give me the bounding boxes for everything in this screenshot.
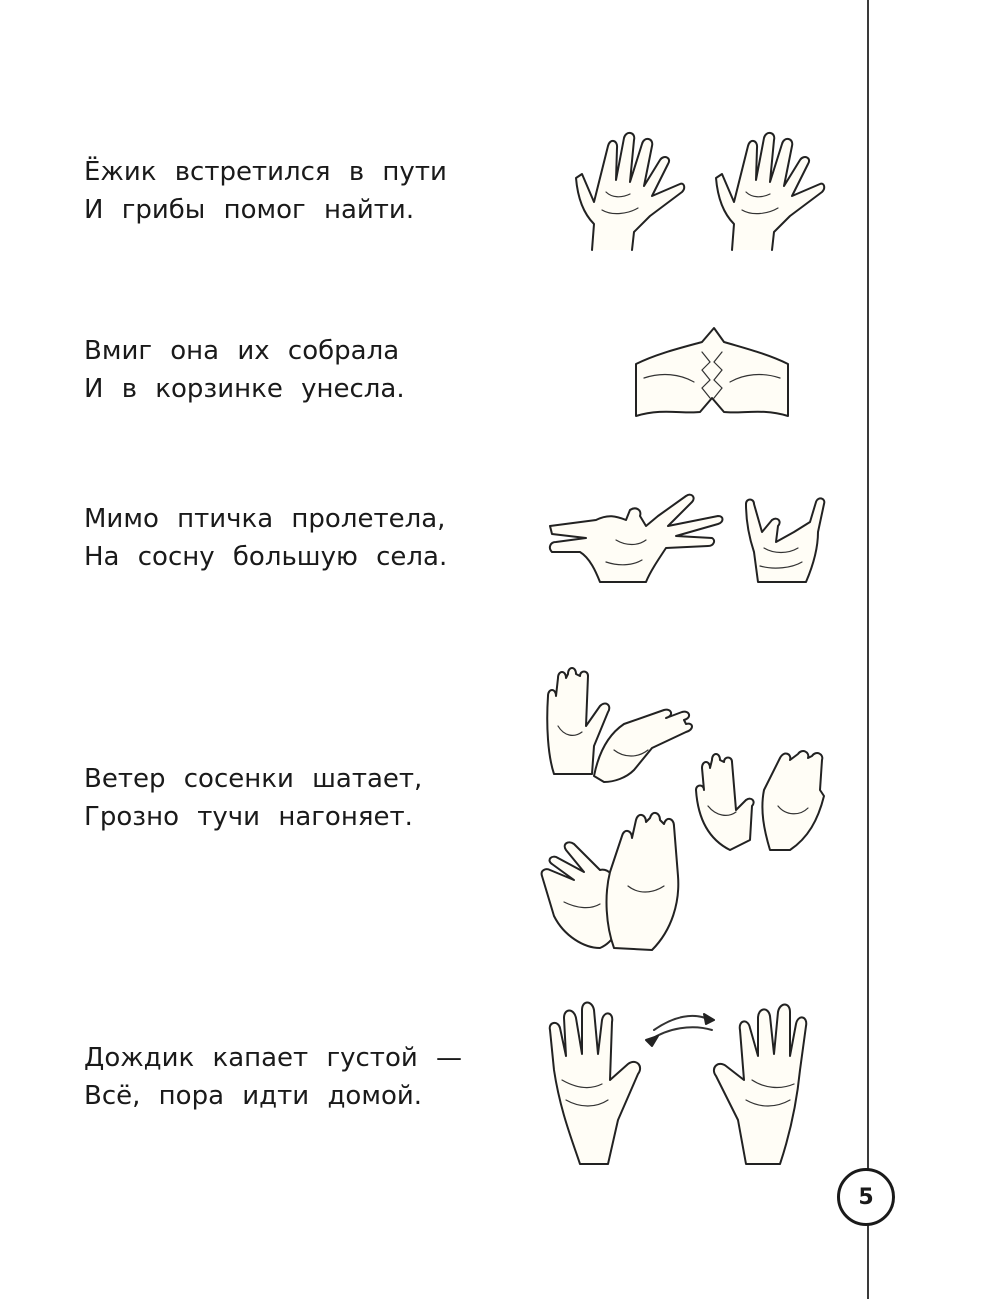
verse-line: Мимо птичка пролетела, — [84, 504, 446, 534]
verse-line: Всё, пора идти домой. — [84, 1081, 423, 1111]
hedgehog-hands-icon — [572, 132, 832, 252]
verse-line: Дождик капает густой — — [84, 1043, 463, 1073]
verse-2 — [84, 332, 504, 408]
verse-3 — [84, 500, 504, 576]
bird-hands-icon — [546, 492, 836, 584]
verse-5 — [84, 1039, 504, 1115]
rain-hands-icon — [546, 1000, 826, 1170]
verse-line: На сосну большую села. — [84, 542, 448, 572]
swaying-hands-icon — [534, 666, 834, 956]
verse-line: И в корзинке унесла. — [84, 374, 405, 404]
page-number-badge: 5 — [837, 1168, 895, 1226]
verse-line: Вмиг она их собрала — [84, 336, 400, 366]
verse-4 — [84, 760, 504, 836]
verse-line: И грибы помог найти. — [84, 195, 415, 225]
verse-line: Грозно тучи нагоняет. — [84, 802, 413, 832]
verse-line: Ёжик встретился в пути — [84, 157, 447, 187]
verse-line: Ветер сосенки шатает, — [84, 764, 423, 794]
verse-1 — [84, 153, 504, 229]
basket-hands-icon — [632, 322, 792, 422]
page-divider-line — [867, 0, 869, 1299]
